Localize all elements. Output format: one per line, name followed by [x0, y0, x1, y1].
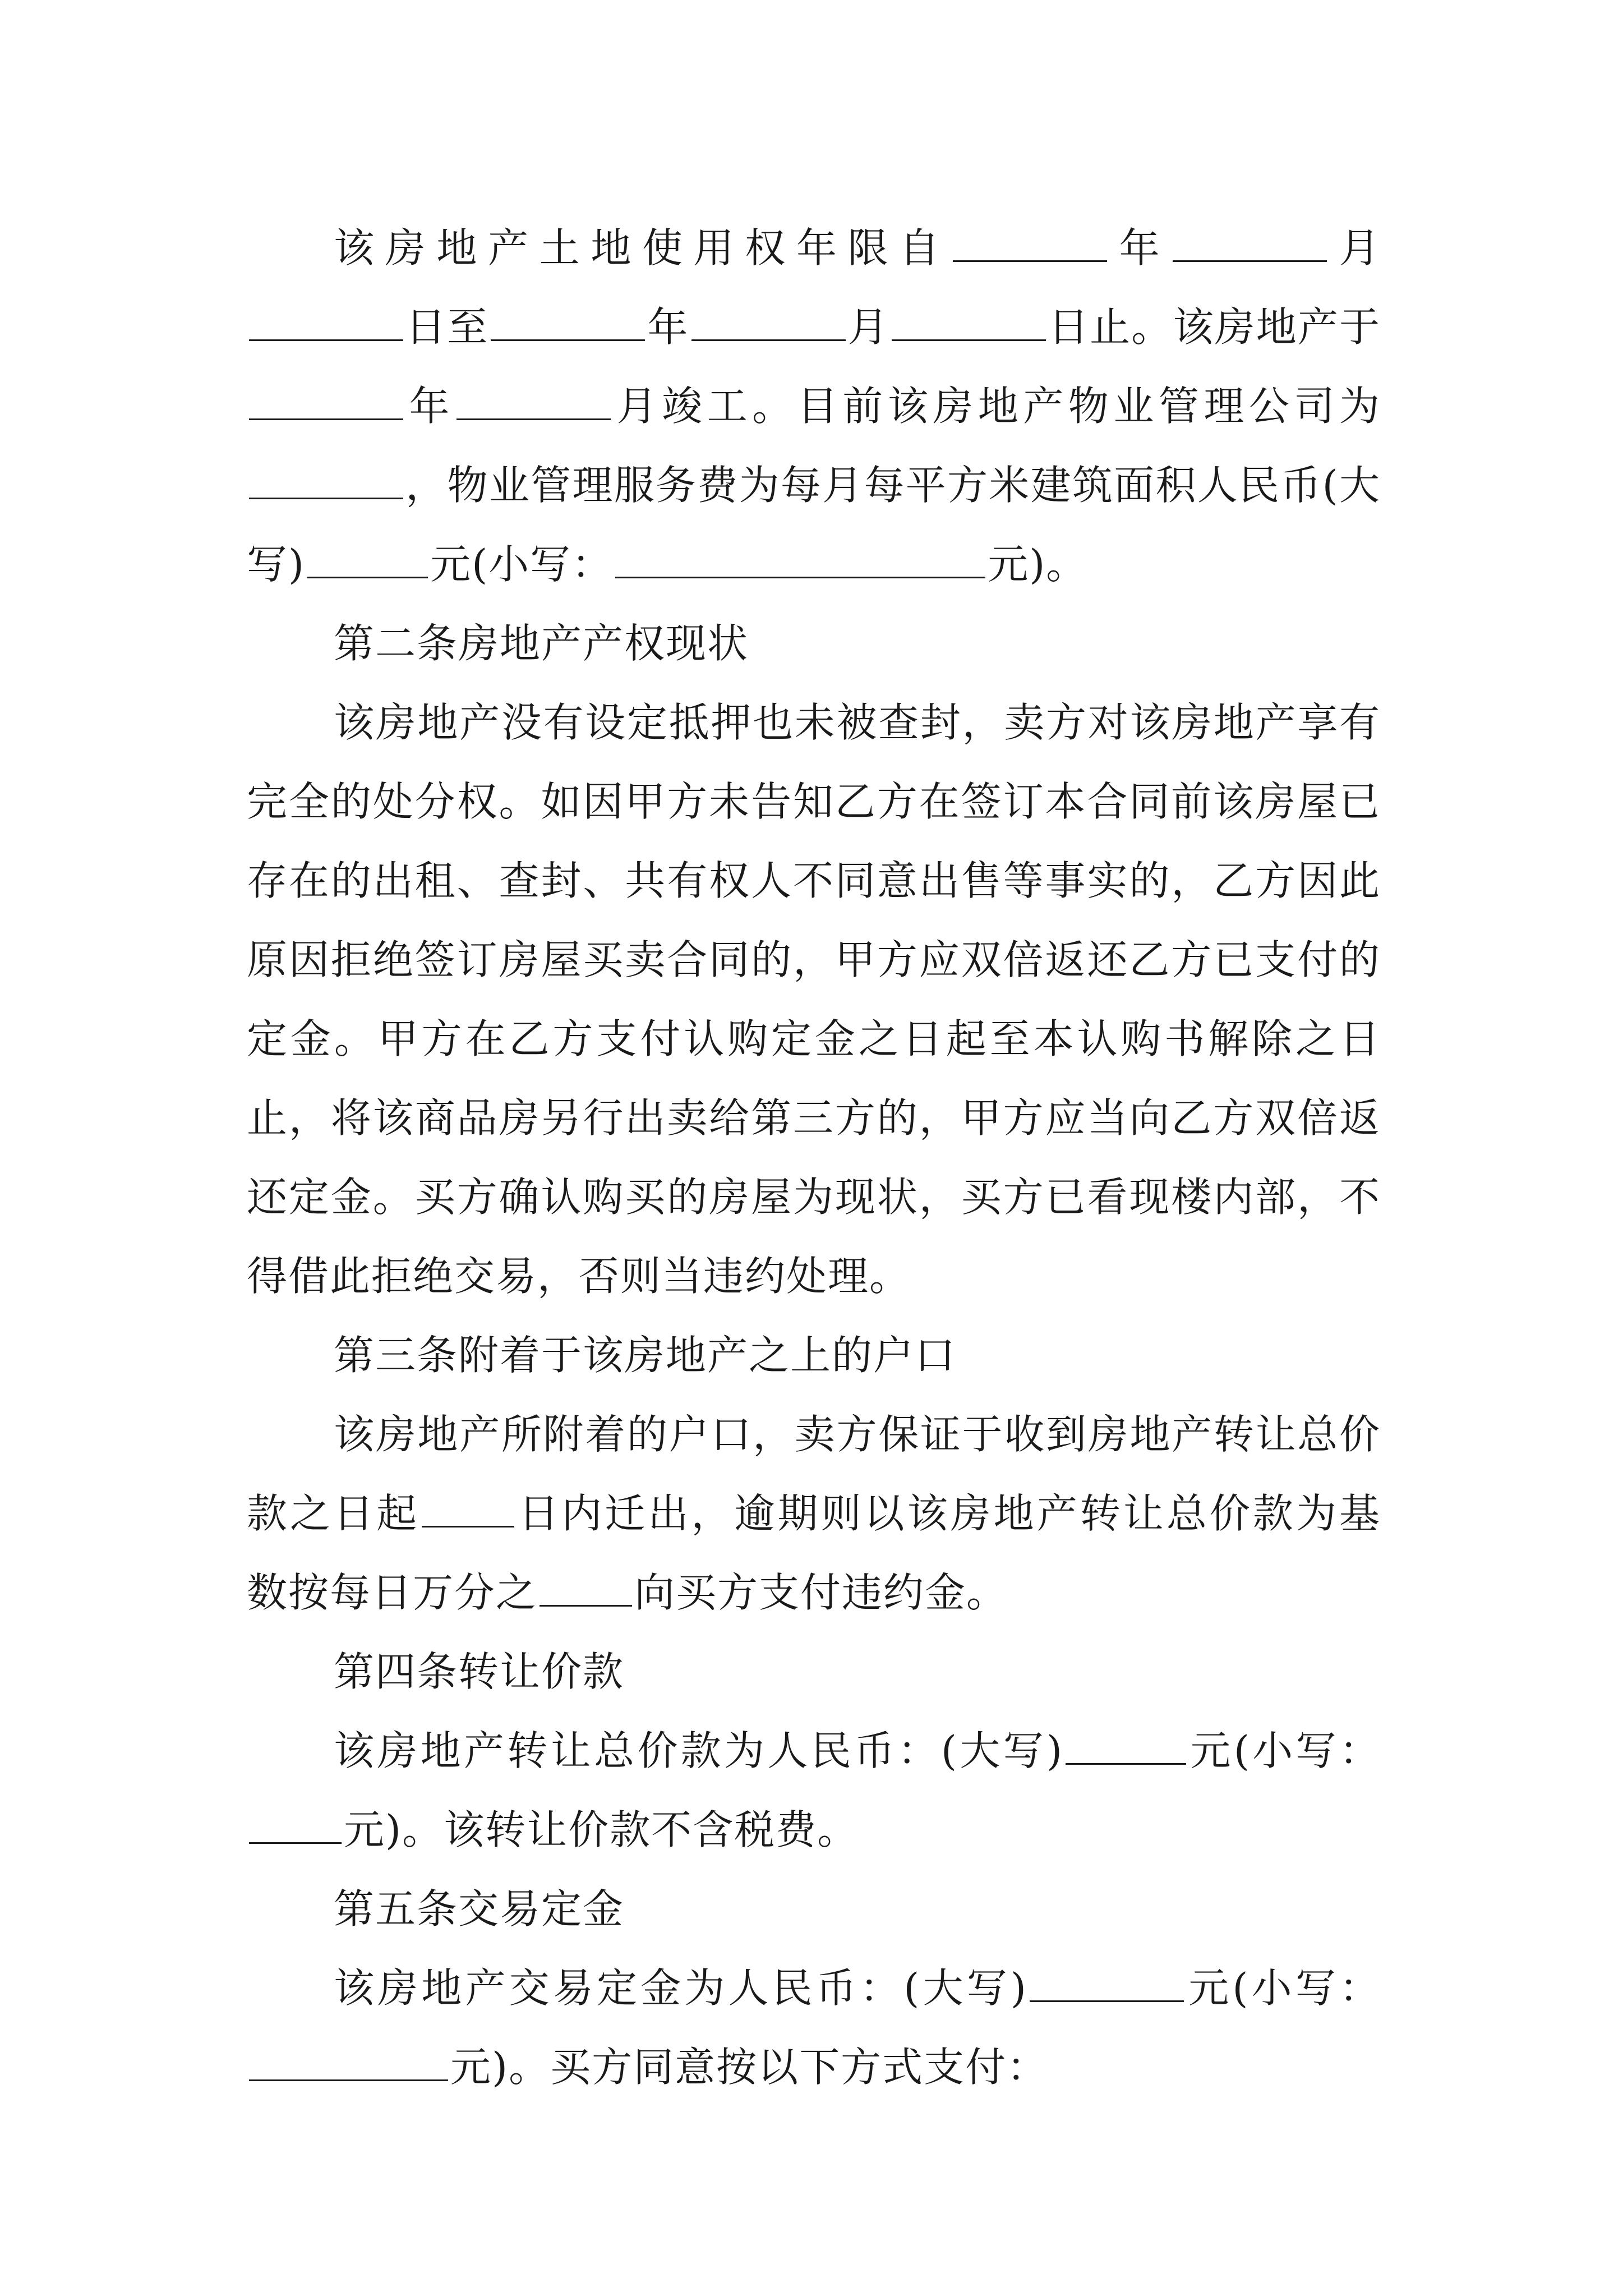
blank-start-year — [953, 223, 1107, 262]
text-segment: 元(小写： — [1186, 1964, 1381, 2012]
article-3-title: 第三条附着于该房地产之上的户口 — [334, 1332, 957, 1379]
blank-penalty-rate — [540, 1568, 632, 1607]
text-segment: 年 — [647, 303, 689, 351]
text-segment: 元(小写： — [1188, 1727, 1381, 1774]
blank-start-month — [1173, 223, 1327, 262]
text-segment: 日内迁出，逾期则以该房地产转让总价款为基数按每日万分之 — [247, 1490, 1381, 1616]
blank-move-out-days — [422, 1489, 514, 1527]
text-segment: 元)。该转让价款不含税费。 — [344, 1806, 859, 1853]
blank-fee-figures — [615, 540, 985, 578]
text-segment: 元)。 — [988, 541, 1088, 588]
text-segment: 该房地产土地使用权年限自 — [334, 224, 951, 272]
blank-completion-month — [457, 381, 611, 420]
text-segment: 年 — [405, 383, 455, 430]
blank-end-month — [691, 302, 846, 341]
text-segment: 月竣工。目前该房地产物业管理公司为 — [613, 383, 1381, 430]
text-segment: 月 — [1329, 224, 1381, 272]
blank-property-company — [249, 461, 403, 499]
text-segment: 日至 — [405, 303, 489, 351]
land-use-paragraph — [247, 209, 1381, 604]
text-segment: ，物业管理服务费为每月每平方米建筑面积人民币(大写) — [247, 462, 1381, 588]
text-segment: 向买方支付违约金。 — [634, 1569, 1008, 1616]
blank-price-figures — [249, 1805, 342, 1844]
text-segment: 元)。买方同意按以下方式支付： — [450, 2044, 1049, 2091]
blank-start-day — [249, 302, 403, 341]
blank-completion-year — [249, 381, 403, 420]
text-segment: 日止。该房地产于 — [1048, 303, 1381, 351]
text-segment: 该房地产转让总价款为人民币：(大写) — [334, 1727, 1064, 1774]
text-segment: 元(小写： — [430, 541, 614, 588]
blank-price-words — [1066, 1726, 1186, 1765]
article-3-body — [247, 1395, 1381, 1632]
text-segment: 该房地产所附着的户口，卖方保证于收到房地产转让总价款之日起 — [247, 1411, 1381, 1537]
article-5-title: 第五条交易定金 — [334, 1885, 625, 1932]
blank-deposit-words — [1030, 1963, 1184, 2002]
blank-end-day — [892, 302, 1046, 341]
text-segment: 月 — [847, 303, 889, 351]
text-segment: 年 — [1109, 224, 1171, 272]
article-4-body — [247, 1711, 1381, 1870]
article-2-body: 该房地产没有设定抵押也未被查封，卖方对该房地产享有完全的处分权。如因甲方未告知乙方在签订本合同前该房屋已存在的出租、查封、共有权人不同意出售等事实的，乙方因此原因拒绝签订房屋买卖合同的，甲方应双倍返还乙方已支付的定金。甲方在乙方支付认购定金之日起至本认购书解除之日止，将该商品房另行出卖给第三方的，甲方应当向乙方双倍返还定金。买方确认购买的房屋为现状，买方已看现楼内部，不得借此拒绝交易，否则当违约处理。 — [247, 699, 1381, 1300]
article-4-title: 第四条转让价款 — [334, 1648, 625, 1695]
blank-end-year — [491, 302, 645, 341]
article-2-title: 第二条房地产产权现状 — [334, 620, 749, 667]
blank-fee-words — [307, 540, 428, 578]
blank-deposit-figures — [249, 2042, 448, 2081]
article-5-body — [247, 1949, 1381, 2107]
document-page — [247, 209, 1381, 2107]
text-segment: 该房地产交易定金为人民币：(大写) — [334, 1964, 1028, 2012]
